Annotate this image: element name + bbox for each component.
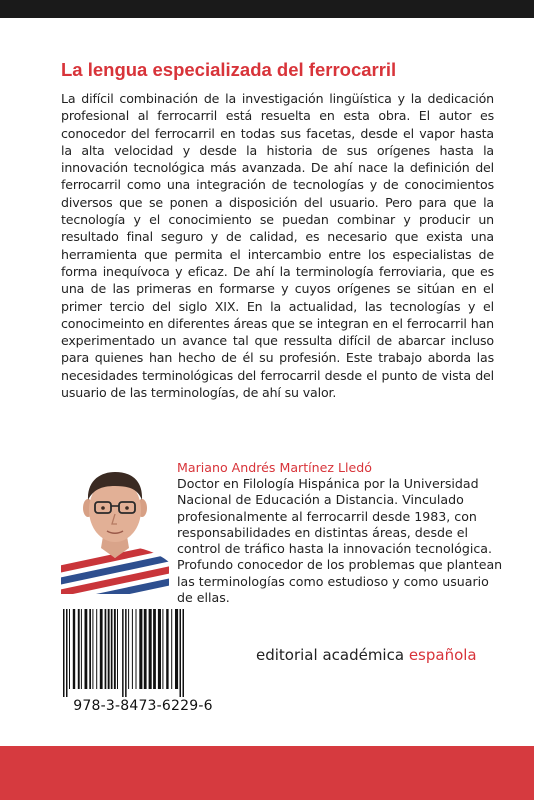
barcode-bar xyxy=(122,609,124,697)
isbn-number: 978-3-8473-6229-6 xyxy=(73,698,213,714)
barcode-bar xyxy=(85,609,88,689)
barcode-bar xyxy=(139,609,142,689)
barcode-bar xyxy=(81,609,82,689)
author-photo xyxy=(61,462,169,594)
barcode-bar xyxy=(108,609,110,689)
barcode-bar xyxy=(96,609,97,689)
barcode-bar xyxy=(183,609,185,697)
barcode-bar xyxy=(117,609,118,689)
barcode-bar xyxy=(162,609,163,689)
barcode-bar xyxy=(111,609,113,689)
barcode-bar xyxy=(89,609,91,689)
barcode-bar xyxy=(171,609,172,689)
barcode-bar xyxy=(180,609,182,697)
top-band xyxy=(0,0,534,18)
barcode-bar xyxy=(125,609,127,697)
publisher-prefix: editorial académica xyxy=(256,646,405,664)
publisher-name xyxy=(256,646,496,664)
bottom-band xyxy=(0,746,534,800)
barcode-bar xyxy=(69,609,70,689)
barcode-bar xyxy=(136,609,137,689)
barcode-bar xyxy=(128,609,129,689)
barcode-bar xyxy=(92,609,93,689)
barcode-bar xyxy=(105,609,107,689)
barcode-bar xyxy=(175,609,178,689)
book-title: La lengua especializada del ferrocarril xyxy=(61,59,397,80)
barcode-bar xyxy=(78,609,80,689)
barcode-bar xyxy=(153,609,156,689)
barcode-bar xyxy=(144,609,147,689)
barcode-bar xyxy=(66,609,68,697)
book-description: La difícil combinación de la investigación lingüística y la dedicación profesional al ferrocarril está resuelta en esta obra. El autor es conocedor del ferrocarril en todas sus facetas, desde el vapor hasta la alta velocidad y desde la historia de sus orígenes hasta la innovación tecnológica más avanzada. De ahí nace la definición del ferrocarril como una integración de tecnologías y de conocimientos diversos que se ponen a disposición del usuario. Pero para que la tecnología y el conocimiento se puedan combinar y producir un resultado final seguro y de calidad, es necesario que exista una herramienta que permita el intercambio entre los especialistas de forma inequívoca y eficaz. De ahí la terminología ferroviaria, que es una de las primeras en formarse y cuyos orígenes se sitúan en el primer tercio del siglo XIX. En la actualidad, las tecnologías y el conocimeinto en diferentes áreas que se integran en el ferrocarril han experimentado un avance tal que ressulta difícil de abarcar incluso para quienes han hecho de él su profesión. Este trabajo aborda las necesidades terminológicas del ferrocarril desde el punto de vista del usuario de las terminologías, de ahí su valor. xyxy=(61,91,494,401)
barcode-bar xyxy=(73,609,75,689)
isbn-barcode xyxy=(61,609,225,697)
barcode-bar xyxy=(149,609,152,689)
publisher-accent: española xyxy=(408,646,477,664)
barcode-bar xyxy=(63,609,65,697)
author-bio: Doctor en Filología Hispánica por la Universidad Nacional de Educación a Distancia. Vinculado profesionalmente al ferrocarril desde 1983, con responsabilidades en distintas áreas, desde el control de tráfico hasta la innovación tecnológica. Profundo conocedor de los problemas que plantean las terminologías como estudioso y como usuario de ellas. xyxy=(177,476,503,606)
barcode-bar xyxy=(132,609,133,689)
author-name: Mariano Andrés Martínez Lledó xyxy=(177,460,372,475)
barcode-bar xyxy=(100,609,103,689)
barcode-bar xyxy=(166,609,168,689)
barcode-bar xyxy=(114,609,116,689)
barcode-bar xyxy=(158,609,161,689)
